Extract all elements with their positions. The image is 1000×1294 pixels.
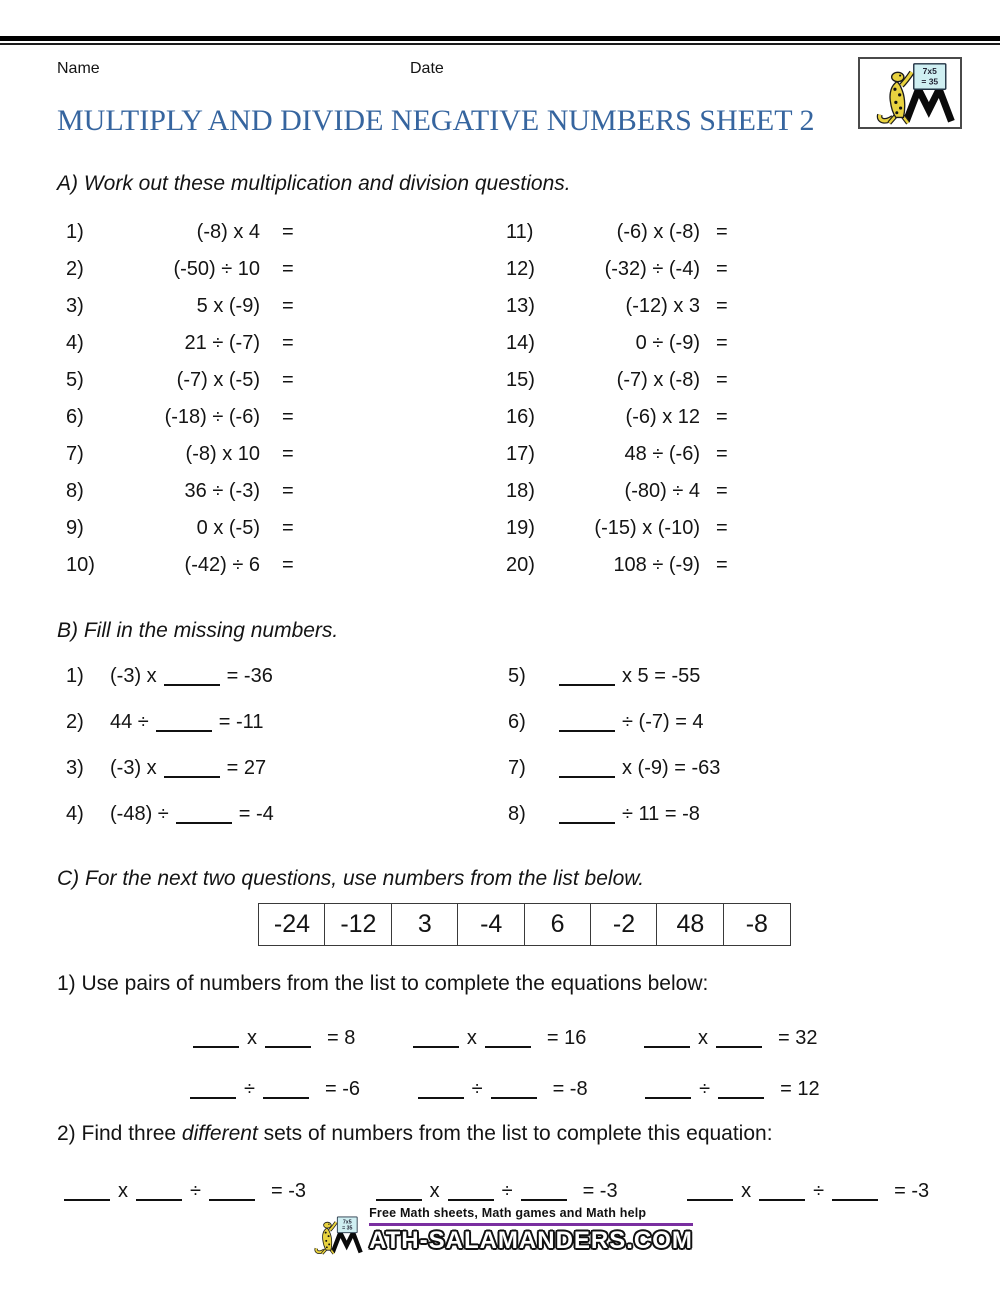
question-row	[66, 699, 274, 745]
equals-sign: =	[282, 332, 294, 354]
question-row	[66, 251, 304, 288]
equals-sign: =	[282, 258, 294, 280]
question-number: 11)	[506, 221, 534, 243]
operator: ÷	[813, 1180, 825, 1202]
top-rule-thin	[0, 43, 1000, 45]
question-number: 15)	[506, 369, 535, 391]
question-row	[506, 473, 744, 510]
question-number: 4)	[66, 332, 84, 354]
question-expression: (-7) x (-8)	[616, 369, 700, 391]
question-number: 1)	[66, 221, 84, 243]
question-row	[506, 251, 744, 288]
question-row	[506, 288, 744, 325]
equation-suffix: ÷ (-7) = 4	[622, 711, 704, 733]
question-expression: (-50) ÷ 10	[173, 258, 260, 280]
question-number: 20)	[506, 554, 535, 576]
equation-suffix: x (-9) = -63	[622, 757, 721, 779]
equals-sign: =	[716, 295, 728, 317]
equation-prefix: (-3) x	[110, 757, 157, 779]
answer-blank	[644, 1040, 690, 1048]
question-number: 7)	[66, 443, 84, 465]
equals-sign: =	[282, 443, 294, 465]
footer-site-text: ATH-SALAMANDERS.COM	[369, 1227, 693, 1254]
question-number: 8)	[66, 480, 84, 502]
page-title: MULTIPLY AND DIVIDE NEGATIVE NUMBERS SHEET 2	[57, 104, 815, 137]
operator: ÷	[190, 1180, 201, 1202]
equals-sign: =	[716, 480, 728, 502]
question-row	[506, 362, 744, 399]
question-number: 3)	[66, 757, 84, 779]
question-expression: (-42) ÷ 6	[184, 554, 260, 576]
equals-sign: =	[716, 406, 728, 428]
question-row	[66, 436, 304, 473]
answer-blank	[164, 770, 220, 778]
question-number: 9)	[66, 517, 84, 539]
operator: ÷	[244, 1078, 255, 1100]
question-row	[506, 547, 744, 584]
equals-sign: =	[282, 480, 294, 502]
equation-result: = -3	[270, 1180, 307, 1202]
section-a-heading: A) Work out these multiplication and division questions.	[57, 172, 571, 195]
answer-blank	[376, 1193, 422, 1201]
question-expression: (-8) x 4	[196, 221, 260, 243]
question-row	[506, 399, 744, 436]
answer-blank	[491, 1091, 537, 1099]
equation-result: = 12	[780, 1078, 820, 1100]
question-number: 7)	[508, 757, 526, 779]
question-number: 6)	[66, 406, 84, 428]
equation-group	[376, 1175, 618, 1207]
q2-label-post: sets of numbers from the list to complete this equation:	[257, 1122, 773, 1145]
equation-group	[193, 1022, 355, 1054]
date-label: Date	[410, 60, 444, 77]
question-row	[66, 653, 274, 699]
section-c-q1-label: 1) Use pairs of numbers from the list to complete the equations below:	[57, 972, 709, 995]
equation-prefix: (-3) x	[110, 665, 157, 687]
equation-result: = -6	[324, 1078, 361, 1100]
equals-sign: =	[282, 554, 294, 576]
answer-blank	[448, 1193, 494, 1201]
answer-blank	[418, 1091, 464, 1099]
question-number: 12)	[506, 258, 535, 280]
equals-sign: =	[282, 406, 294, 428]
equation-result: = -8	[552, 1078, 588, 1100]
number-cell: 3	[391, 903, 459, 946]
salamander-logo-icon	[307, 1206, 363, 1264]
question-expression: 5 x (-9)	[196, 295, 260, 317]
equals-sign: =	[716, 221, 728, 243]
operator: ÷	[471, 1078, 483, 1100]
question-number: 8)	[508, 803, 526, 825]
question-expression: (-6) x (-8)	[616, 221, 700, 243]
question-number: 4)	[66, 803, 84, 825]
answer-blank	[263, 1091, 309, 1099]
section-c-q2-label	[57, 1122, 773, 1146]
equation-suffix: = -4	[238, 803, 274, 825]
answer-blank	[176, 816, 232, 824]
section-c-heading: C) For the next two questions, use numbers from the list below.	[57, 867, 645, 890]
question-row	[506, 214, 744, 251]
question-row	[508, 699, 720, 745]
equation-result: = -3	[894, 1180, 930, 1202]
answer-blank	[156, 724, 212, 732]
equals-sign: =	[282, 295, 294, 317]
answer-blank	[559, 678, 615, 686]
answer-blank	[559, 816, 615, 824]
answer-blank	[559, 770, 615, 778]
answer-blank	[193, 1040, 239, 1048]
question-row	[506, 325, 744, 362]
section-a-left-column	[66, 214, 304, 584]
question-number: 17)	[506, 443, 535, 465]
logo-board-line2: = 35	[921, 76, 939, 87]
question-expression: (-8) x 10	[185, 443, 260, 465]
operator: x	[118, 1180, 128, 1202]
question-number: 5)	[508, 665, 526, 687]
section-b-heading: B) Fill in the missing numbers.	[57, 619, 339, 642]
equation-group	[413, 1022, 586, 1054]
equation-prefix: 44 ÷	[110, 711, 149, 733]
answer-blank	[759, 1193, 805, 1201]
question-row	[66, 473, 304, 510]
question-row	[66, 791, 274, 837]
answer-blank	[718, 1091, 764, 1099]
name-label: Name	[57, 60, 100, 77]
equation-result: = 8	[327, 1027, 356, 1049]
question-number: 2)	[66, 258, 84, 280]
question-row	[506, 436, 744, 473]
question-row	[66, 547, 304, 584]
equation-result: = 32	[777, 1027, 818, 1049]
operator: ÷	[699, 1078, 711, 1100]
equation-group	[687, 1175, 929, 1207]
footer-underline	[369, 1223, 693, 1226]
question-expression: 36 ÷ (-3)	[184, 480, 260, 502]
q2-label-pre: 2) Find three	[57, 1122, 182, 1145]
number-cell: -4	[457, 903, 525, 946]
operator: ÷	[501, 1180, 513, 1202]
answer-blank	[64, 1193, 110, 1201]
equation-group	[418, 1073, 588, 1105]
logo-board-line1: 7x5	[922, 66, 937, 77]
equals-sign: =	[716, 369, 728, 391]
equals-sign: =	[716, 332, 728, 354]
question-number: 14)	[506, 332, 535, 354]
equation-group	[190, 1073, 360, 1105]
equals-sign: =	[716, 258, 728, 280]
equals-sign: =	[716, 554, 728, 576]
question-number: 18)	[506, 480, 535, 502]
q2-label-italic: different	[181, 1122, 258, 1145]
question-row	[66, 745, 274, 791]
answer-blank	[687, 1193, 733, 1201]
question-expression: (-6) x 12	[625, 406, 700, 428]
logo-board-line1: 7x5	[342, 1219, 352, 1226]
question-expression: 21 ÷ (-7)	[184, 332, 260, 354]
question-number: 5)	[66, 369, 84, 391]
operator: x	[247, 1027, 257, 1049]
number-cell: -12	[324, 903, 392, 946]
answer-blank	[190, 1091, 236, 1099]
question-expression: 48 ÷ (-6)	[624, 443, 700, 465]
operator: x	[741, 1180, 752, 1202]
question-number: 19)	[506, 517, 535, 539]
section-b-left-column	[66, 653, 274, 837]
question-row	[66, 214, 304, 251]
equals-sign: =	[716, 517, 728, 539]
equation-row	[190, 1073, 820, 1105]
question-number: 13)	[506, 295, 535, 317]
number-cell: -24	[258, 903, 326, 946]
question-expression: (-12) x 3	[625, 295, 700, 317]
answer-blank	[485, 1040, 531, 1048]
operator: x	[466, 1027, 477, 1049]
question-row	[508, 745, 720, 791]
operator: x	[429, 1180, 440, 1202]
question-row	[508, 791, 720, 837]
answer-blank	[645, 1091, 691, 1099]
question-expression: 0 x (-5)	[196, 517, 260, 539]
equals-sign: =	[282, 517, 294, 539]
equals-sign: =	[282, 221, 294, 243]
operator: x	[697, 1027, 708, 1049]
answer-blank	[521, 1193, 567, 1201]
equation-group	[64, 1175, 306, 1207]
question-expression: (-15) x (-10)	[594, 517, 700, 539]
equation-suffix: = -36	[226, 665, 273, 687]
question-expression: (-80) ÷ 4	[624, 480, 700, 502]
question-number: 3)	[66, 295, 84, 317]
question-row	[66, 325, 304, 362]
question-number: 6)	[508, 711, 526, 733]
number-cell: -2	[590, 903, 658, 946]
answer-blank	[832, 1193, 878, 1201]
answer-blank	[209, 1193, 255, 1201]
question-expression: 0 ÷ (-9)	[635, 332, 700, 354]
equation-result: = 16	[546, 1027, 587, 1049]
question-row	[66, 288, 304, 325]
footer-tagline: Free Math sheets, Math games and Math help	[369, 1206, 647, 1220]
question-expression: (-32) ÷ (-4)	[604, 258, 700, 280]
question-row	[66, 362, 304, 399]
question-number: 2)	[66, 711, 84, 733]
logo-board-line2: = 35	[342, 1225, 353, 1232]
section-b-right-column	[508, 653, 720, 837]
question-expression: (-7) x (-5)	[176, 369, 260, 391]
question-row	[506, 510, 744, 547]
footer	[0, 1206, 1000, 1264]
equation-suffix: ÷ 11 = -8	[622, 803, 700, 825]
equation-group	[644, 1022, 817, 1054]
equation-group	[645, 1073, 819, 1105]
equation-row	[64, 1175, 929, 1207]
equals-sign: =	[282, 369, 294, 391]
question-row	[508, 653, 720, 699]
question-number: 10)	[66, 554, 95, 576]
number-cell: 48	[656, 903, 724, 946]
equation-prefix: (-48) ÷	[110, 803, 169, 825]
equation-row	[193, 1022, 817, 1054]
number-cell: 6	[524, 903, 592, 946]
question-number: 1)	[66, 665, 84, 687]
answer-blank	[265, 1040, 311, 1048]
equation-suffix: x 5 = -55	[622, 665, 701, 687]
answer-blank	[716, 1040, 762, 1048]
equation-suffix: = -11	[218, 711, 264, 733]
answer-blank	[413, 1040, 459, 1048]
answer-blank	[559, 724, 615, 732]
equation-suffix: = 27	[226, 757, 267, 779]
answer-blank	[136, 1193, 182, 1201]
site-logo-box	[858, 57, 962, 129]
top-rule-thick	[0, 36, 1000, 41]
section-a-right-column	[506, 214, 744, 584]
number-list-table	[258, 903, 791, 946]
equation-result: = -3	[582, 1180, 618, 1202]
question-row	[66, 510, 304, 547]
number-cell: -8	[723, 903, 791, 946]
answer-blank	[164, 678, 220, 686]
question-row	[66, 399, 304, 436]
equals-sign: =	[716, 443, 728, 465]
salamander-logo-icon	[864, 61, 956, 125]
question-expression: (-18) ÷ (-6)	[164, 406, 260, 428]
question-number: 16)	[506, 406, 535, 428]
question-expression: 108 ÷ (-9)	[613, 554, 700, 576]
